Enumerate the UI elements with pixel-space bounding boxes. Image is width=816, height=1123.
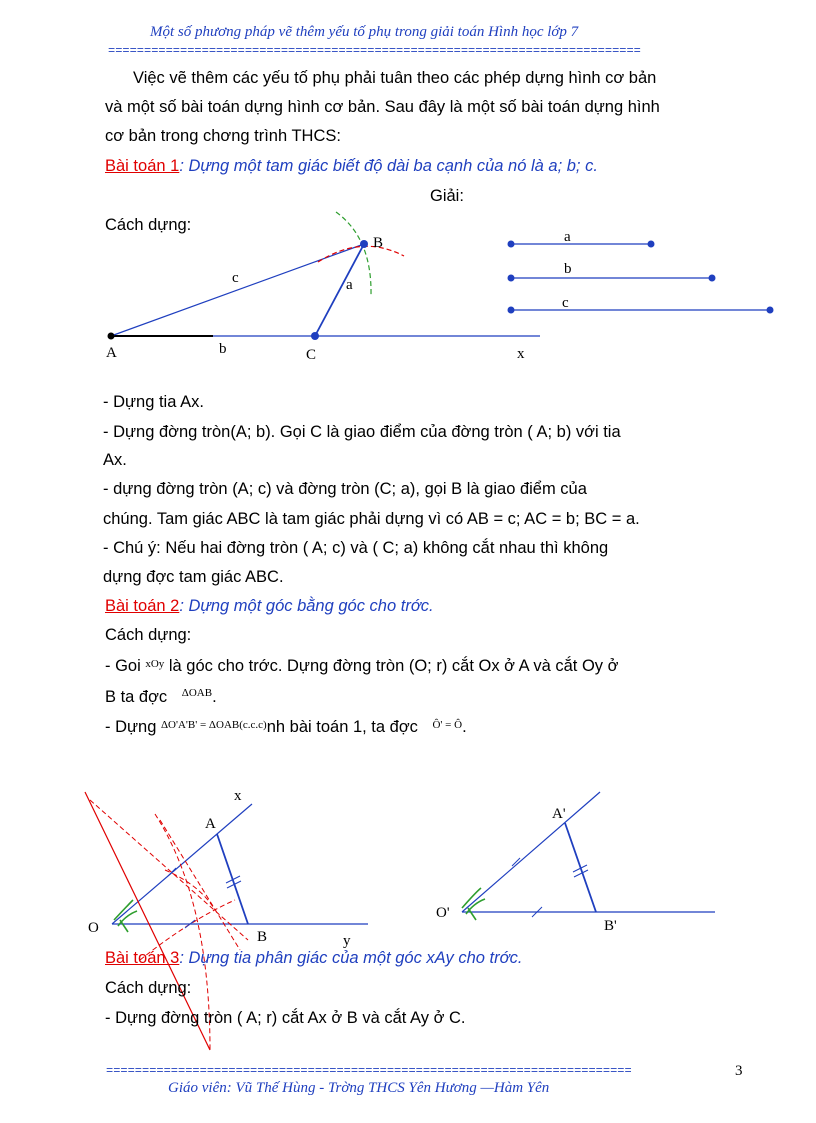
label-a-left: A [205,816,216,832]
problem-3-colon: : [179,949,184,967]
p1-step-2: - Dựng đờng tròn(A; b). Gọi C là giao điểm của đờng tròn ( A; b) với tia [103,423,621,441]
p2-step-3 [105,711,467,742]
given-label-c: c [562,295,569,311]
given-b-start [508,275,515,282]
problem-3-heading [105,944,522,973]
solution-label: Giải: [430,187,464,205]
p1-step-1: - Dựng tia Ax. [103,393,204,411]
label-a-prime: A' [552,806,566,822]
p3-step-1: - Dựng đờng tròn ( A; r) cắt Ax ở B và cắt Ay ở C. [105,1009,466,1027]
label-b-prime: B' [604,918,617,934]
label-o: O [88,920,99,936]
p2-step-2-b: . [212,688,217,706]
label-side-a: a [346,277,353,293]
p1-step-4: - Chú ý: Nếu hai đờng tròn ( A; c) và ( C; a) không cắt nhau thì không [103,539,609,557]
footer-teacher: Giáo viên: Vũ Thế Hùng - Trờng THCS Yên Hương —Hàm Yên [168,1080,550,1096]
congruence-expression: ΔO'A'B' = ΔOAB(c.c.c) [160,719,267,731]
given-c-start [508,307,515,314]
problem-3-label: Bài toán 3 [105,949,180,967]
given-label-a: a [564,229,571,245]
footer-rule: ========================================================================= [106,1064,632,1078]
construction-label-3: Cách dựng: [105,979,192,997]
intro-line-3: cơ bản trong chơng trình THCS: [105,127,341,145]
intro-line-2: và một số bài toán dựng hình cơ bản. Sau đây là một số bài toán dựng hình [105,98,660,116]
given-c-end [767,307,774,314]
page-header-title: Một số phương pháp vẽ thêm yếu tố phụ trong giải toán Hình học lớp 7 [150,24,579,40]
given-b-end [709,275,716,282]
label-side-c: c [232,270,239,286]
p1-step-3b: chúng. Tam giác ABC là tam giác phải dựng vì có AB = c; AC = b; BC = a. [103,510,640,528]
label-side-b: b [219,341,227,357]
given-a-start [508,241,515,248]
p2-step-1-b: là góc cho trớc. Dựng đờng tròn (O; r) cắt Ox ở A và cắt Oy ở [164,657,619,675]
arc-circle-a-c [336,212,371,295]
point-a [108,333,115,340]
label-y-left: y [343,933,351,949]
p1-step-2b: Ax. [103,451,127,469]
p2-step-2-a: B ta đợc [105,688,172,706]
p2-step-1-a: - Goi [105,657,146,675]
problem-1-heading [105,152,598,181]
angle-mark-o-prime [462,888,485,920]
p2-step-2 [105,679,217,712]
p1-step-4b: dựng đợc tam giác ABC. [103,568,284,586]
side-cb [315,244,364,336]
header-rule: ========================================================================== [108,44,641,58]
p2-step-1 [105,650,618,681]
p1-step-3: - dựng đờng tròn (A; c) và đờng tròn (C; a), gọi B là giao điểm của [103,480,587,498]
label-c: C [306,347,317,363]
p2-step-3-a: - Dựng [105,718,161,736]
construction-label-1: Cách dựng: [105,216,192,234]
point-c [311,332,319,340]
label-a: A [106,345,117,361]
label-o-prime: O' [436,905,450,921]
problem-2-heading [105,592,434,621]
segment-a-prime-b-prime [565,823,596,912]
page-number: 3 [735,1063,743,1079]
triangle-construction-figure [0,200,816,370]
problem-2-text: Dựng một góc bằng góc cho trớc. [183,597,434,615]
intro-line-1: Việc vẽ thêm các yếu tố phụ phải tuân theo các phép dựng hình cơ bản [133,69,657,87]
label-b-left: B [257,929,268,945]
problem-1-label: Bài toán 1 [105,157,180,175]
given-a-end [648,241,655,248]
problem-1-colon: : [179,157,184,175]
red-dashed-line-2 [160,820,240,950]
p2-step-3-c: . [462,718,467,736]
given-label-b: b [564,261,572,277]
angle-equality: Ô' = Ô [432,719,463,731]
red-dashed-line-1 [90,800,248,940]
segment-ab [217,834,248,924]
problem-2-colon: : [179,597,184,615]
point-b [360,240,368,248]
problem-1-text: Dựng một tam giác biết độ dài ba cạnh của nó là a; b; c. [183,157,598,175]
p2-step-3-b: nh bài toán 1, ta đợc [266,718,423,736]
angle-xoy: xOy [145,658,165,670]
ray-o-prime-x [462,792,600,912]
construction-label-2: Cách dựng: [105,626,192,644]
label-b: B [373,235,384,251]
triangle-oab: ΔOAB [181,687,213,699]
problem-2-label: Bài toán 2 [105,597,180,615]
ray-ox [112,804,252,924]
label-x-left: x [234,788,242,804]
label-x: x [517,346,525,362]
problem-3-text: Dựng tia phân giác của một góc xAy cho trớc. [183,949,523,967]
